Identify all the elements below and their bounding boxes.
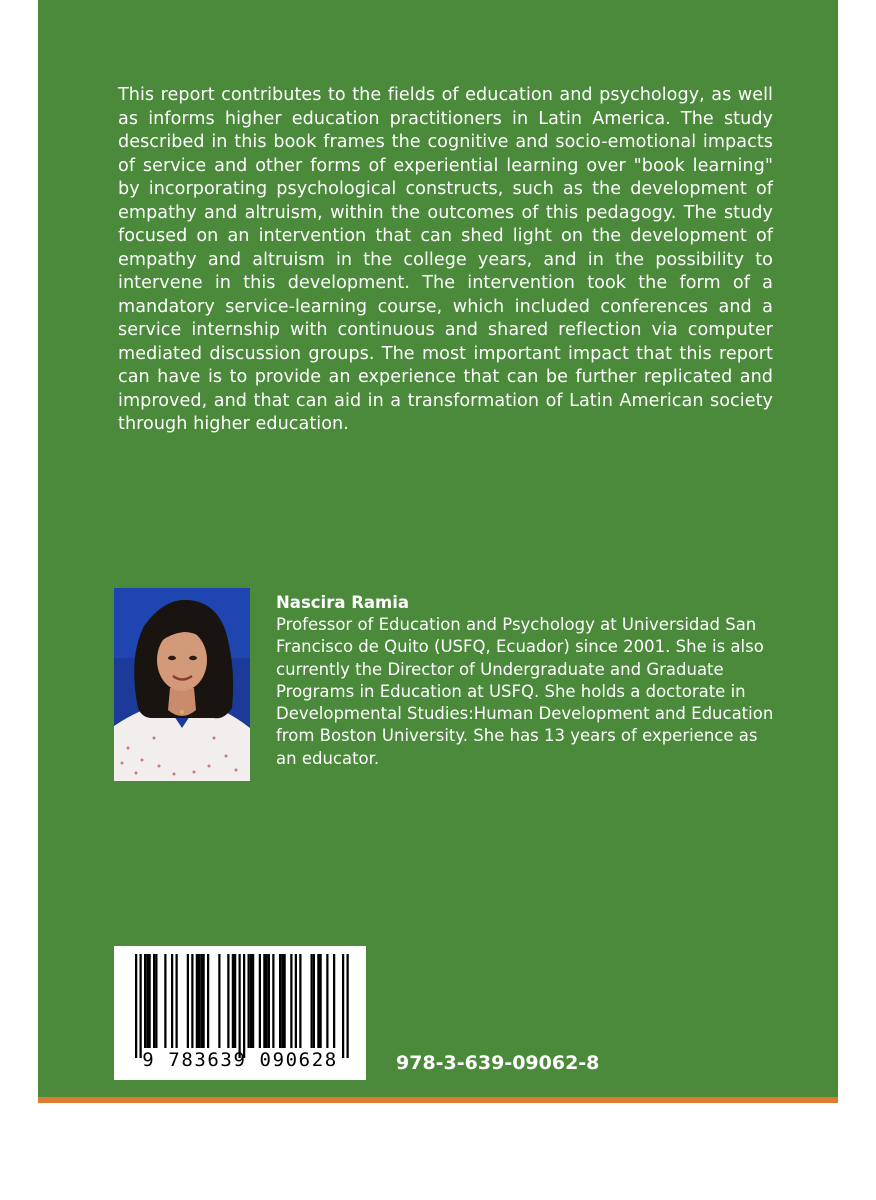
- barcode-bar: [187, 954, 189, 1048]
- barcode-bar: [203, 954, 205, 1048]
- barcode-bar: [135, 954, 137, 1058]
- barcode-bar: [198, 954, 200, 1048]
- barcode-bar: [250, 954, 252, 1048]
- barcode-bar: [227, 954, 229, 1048]
- barcode-bar: [207, 954, 209, 1048]
- barcode-bar: [234, 954, 236, 1048]
- barcode-bar: [279, 954, 281, 1048]
- book-description: This report contributes to the fields of education and psychology, as well as informs higher education practitioners in Latin America. The study described in this book frames the cognitive and socio-emotional impacts of service and other forms of experiential learning over "book learning" by incorporating psychological constructs, such as the development of empathy and altruism, within the outcomes of this pedagogy. The study focused on an intervention that can shed light on the development of empathy and altruism in the college years, and in the possibility to intervene in this development. The intervention took the form of a mandatory service-learning course, which included conferences and a service internship with continuous and shared reflection via computer mediated discussion groups. The most important impact that this report can have is to provide an experience that can be further replicated and improved, and that can aid in a transformation of Latin American society through higher education.: [118, 85, 773, 434]
- barcode-bar: [239, 954, 241, 1058]
- barcode-bar: [232, 954, 234, 1048]
- barcode-bar: [252, 954, 254, 1048]
- barcode-digits: 9 783639 090628: [142, 1049, 338, 1071]
- barcode-bar: [284, 954, 286, 1048]
- barcode-bar: [333, 954, 335, 1048]
- isbn-number: 978-3-639-09062-8: [396, 1052, 600, 1074]
- author-bio: Professor of Education and Psychology at Universidad San Francisco de Quito (USFQ, Ecuador) since 2001. She is also currently the Director of Undergraduate and Graduate Programs in Education at USFQ. She holds a doctorate in Developmental Studies:Human Development and Education from Boston University. She has 13 years of experience as an educator.: [276, 615, 774, 768]
- barcode-bar: [176, 954, 178, 1048]
- isbn-barcode: [114, 946, 366, 1080]
- barcode-bar: [281, 954, 283, 1048]
- barcode-bar: [146, 954, 148, 1048]
- barcode-bar: [317, 954, 319, 1048]
- barcode-bar: [263, 954, 265, 1048]
- barcode-bar: [311, 954, 313, 1048]
- barcode-bar: [191, 954, 193, 1048]
- bottom-accent-strip: [38, 1097, 838, 1103]
- barcode-bar: [153, 954, 155, 1048]
- barcode-bar: [347, 954, 349, 1058]
- barcode-bar: [164, 954, 166, 1048]
- barcode-bar: [200, 954, 202, 1048]
- barcode-bar: [266, 954, 268, 1048]
- author-photo: [114, 588, 250, 781]
- barcode-bar: [155, 954, 157, 1048]
- barcode-bar: [320, 954, 322, 1048]
- barcode-bar: [326, 954, 328, 1048]
- barcode-bar: [248, 954, 250, 1048]
- barcode-bar: [196, 954, 198, 1048]
- barcode-bar: [171, 954, 173, 1048]
- barcode-bar: [218, 954, 220, 1048]
- barcode-bar: [140, 954, 142, 1058]
- barcode-bar: [149, 954, 151, 1048]
- barcode-bar: [342, 954, 344, 1058]
- barcode-bar: [144, 954, 146, 1048]
- barcode-bar: [295, 954, 297, 1048]
- barcode-bar: [272, 954, 274, 1048]
- barcode-bar: [268, 954, 270, 1048]
- author-name: Nascira Ramia: [276, 593, 410, 612]
- barcode-bar: [299, 954, 301, 1048]
- barcode-bar: [290, 954, 292, 1048]
- barcode-bar: [259, 954, 261, 1048]
- barcode-bar: [243, 954, 245, 1058]
- barcode-bar: [313, 954, 315, 1048]
